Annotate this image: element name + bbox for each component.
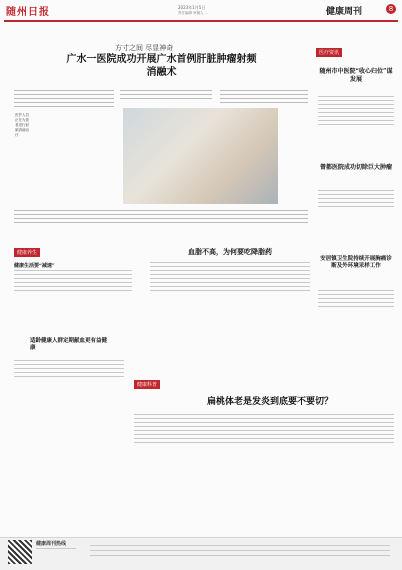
section-title: 健康周刊: [326, 7, 363, 17]
science-tag: 健康科普: [134, 380, 160, 389]
news-tag: 医疗资讯: [316, 48, 342, 57]
left-lower-title: 适龄健康人群定期献血更有益健康: [30, 338, 108, 351]
news-title-1: 随州市中医院“收心归位”谋发展: [319, 68, 393, 83]
center-title: 血脂不高，为何要吃降脂药: [188, 247, 272, 256]
page-number: 8: [386, 4, 396, 14]
health-tag: 健康养生: [14, 248, 40, 257]
news-title-2: 曾都医院成功切除巨大肿瘤: [319, 164, 392, 171]
health-title: 健康生活要“减速”: [14, 263, 55, 269]
lead-photo-caption: 医护人员正在为患者进行射频消融治疗: [15, 113, 29, 137]
footer-label: 健康周刊热线: [36, 541, 67, 547]
date-line: 2023年1月5日: [178, 5, 206, 10]
masthead-logo: 随州日报: [6, 7, 50, 18]
lead-headline: 广水一医院成功开展广水首例肝脏肿瘤射频消融术: [66, 54, 257, 78]
top-rule: [4, 20, 398, 22]
lead-kicker: 方寸之间 尽显神奇: [115, 44, 174, 52]
lead-photo: [123, 108, 278, 204]
news-title-3: 安居镇卫生院持续开展胸痛诊断及外环境采样工作: [320, 256, 392, 269]
bottom-title: 扁桃体老是发炎到底要不要切？: [206, 397, 333, 407]
editors-line: 责任编辑 审稿人 ...: [178, 11, 209, 15]
qr-code: [8, 540, 32, 564]
